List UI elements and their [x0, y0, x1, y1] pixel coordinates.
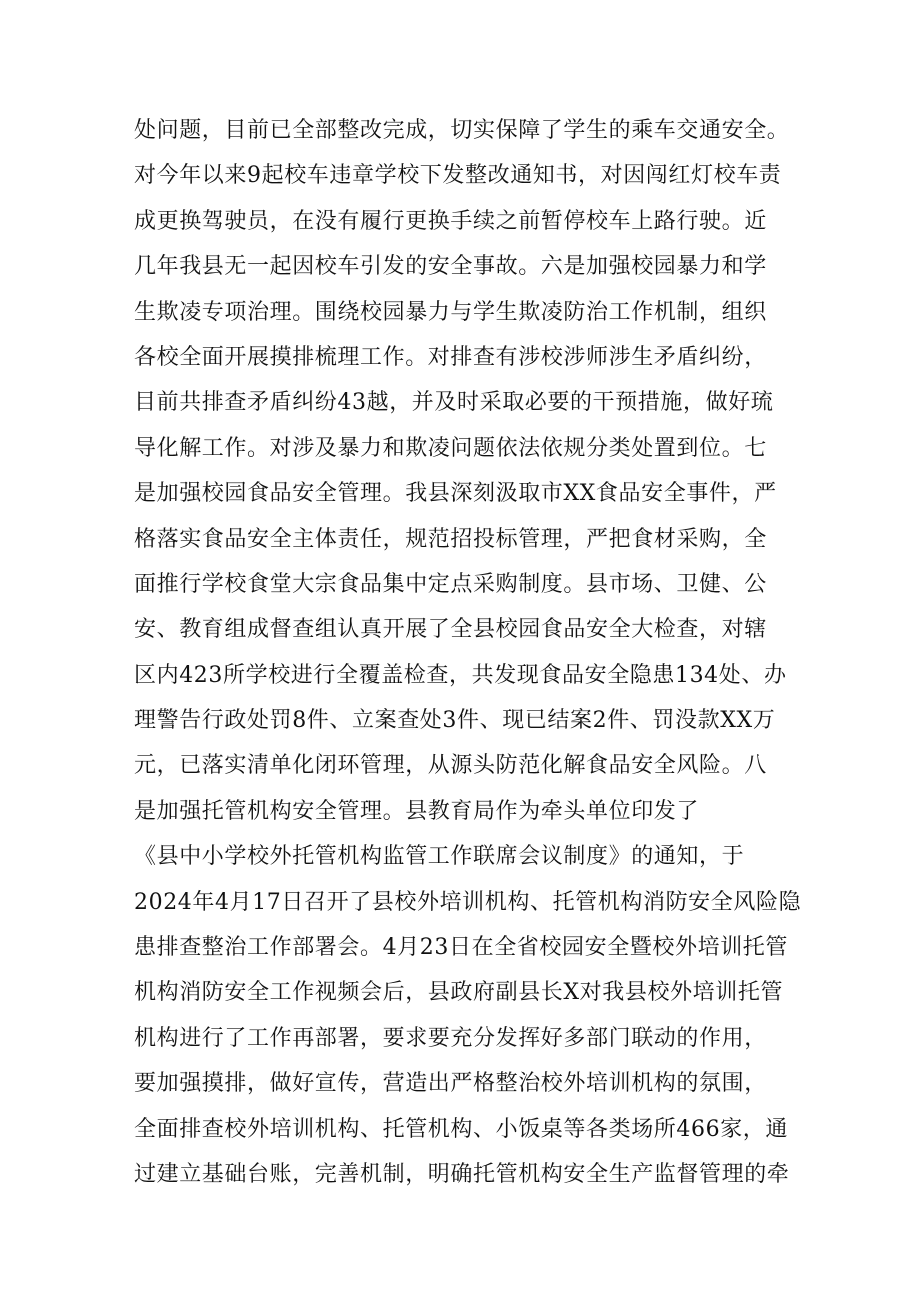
text-line-13: 区内423所学校进行全覆盖检查，共发现食品安全隐患134处、办 — [134, 662, 787, 688]
text-line-18: 2024年4月17日召开了县校外培训机构、托管机构消防安全风险隐 — [134, 889, 802, 915]
text-line-9: 是加强校园食品安全管理。我县深刻汲取市XX食品安全事件，严 — [134, 481, 777, 507]
text-line-12: 安、教育组成督查组认真开展了全县校园食品安全大检查，对辖 — [134, 617, 767, 643]
text-line-6: 各校全面开展摸排梳理工作。对排查有涉校涉师涉生矛盾纠纷， — [134, 344, 767, 370]
text-line-7: 目前共排查矛盾纠纷43越，并及时采取必要的干预措施，做好琉 — [134, 390, 774, 416]
text-line-22: 要加强摸排，做好宣传，营造出严格整治校外培训机构的氛围， — [134, 1071, 767, 1097]
text-line-24: 过建立基础台账，完善机制，明确托管机构安全生产监督管理的牵 — [134, 1161, 790, 1187]
text-line-15: 元，已落实清单化闭环管理，从源头防范化解食品安全风险。八 — [134, 753, 767, 779]
text-line-5: 生欺凌专项治理。围绕校园暴力与学生欺凌防治工作机制，组织 — [134, 299, 767, 325]
text-line-1: 处问题，目前已全部整改完成，切实保障了学生的乘车交通安全。 — [134, 118, 790, 143]
body-text — [134, 108, 804, 1197]
text-line-19: 患排查整治工作部署会。4月23日在全省校园安全暨校外培训托管 — [134, 935, 788, 961]
text-line-21: 机构进行了工作再部署，要求要充分发挥好多部门联动的作用， — [134, 1025, 767, 1051]
text-line-11: 面推行学校食堂大宗食品集中定点采购制度。县市场、卫健、公 — [134, 571, 767, 597]
text-line-14: 理警告行政处罚8件、立案查处3件、现已结案2件、罚没款XX万 — [134, 708, 776, 734]
text-line-20: 机构消防安全工作视频会后，县政府副县长X对我县校外培训托管 — [134, 980, 784, 1006]
text-line-16: 是加强托管机构安全管理。县教育局作为牵头单位印发了 — [134, 798, 700, 824]
text-line-17: 《县中小学校外托管机构监管工作联席会议制度》的通知，于 — [134, 844, 745, 870]
text-line-10: 格落实食品安全主体责任，规范招投标管理，严把食材采购，全 — [134, 526, 767, 552]
text-line-2: 对今年以来9起校车违章学校下发整改通知书，对因闯红灯校车责 — [134, 163, 782, 189]
text-line-23: 全面排查校外培训机构、托管机构、小饭桌等各类场所466家，通 — [134, 1116, 788, 1142]
text-line-8: 导化解工作。对涉及暴力和欺凌问题依法依规分类处置到位。七 — [134, 435, 767, 461]
text-line-4: 几年我县无一起因校车引发的安全事故。六是加强校园暴力和学 — [134, 254, 767, 280]
text-line-3: 成更换驾驶员，在没有履行更换手续之前暂停校车上路行驶。近 — [134, 208, 767, 234]
